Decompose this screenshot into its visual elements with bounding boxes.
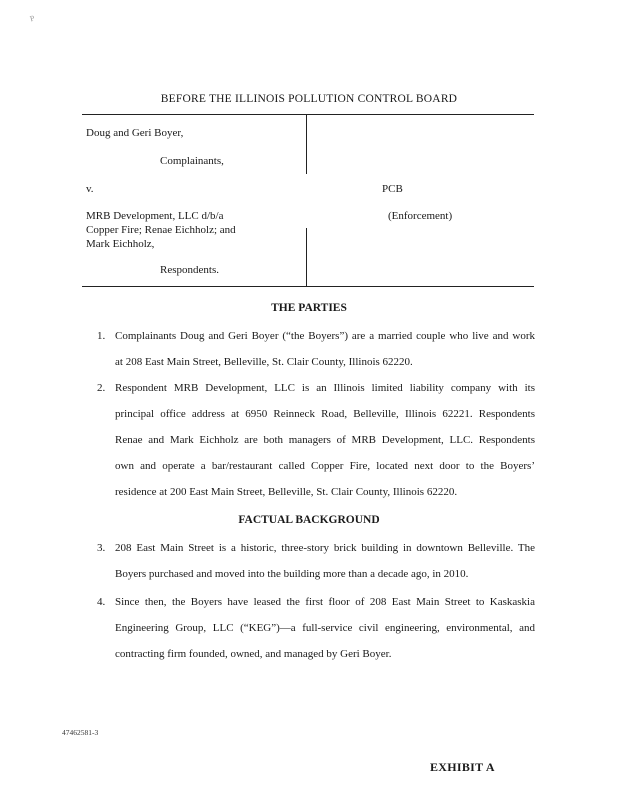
caption-bottom-rule <box>82 286 534 287</box>
versus-label: v. <box>86 183 94 195</box>
paragraph-2 <box>115 382 535 502</box>
paragraph-line: residence at 200 East Main Street, Belleville, St. Clair County, Illinois 62220. <box>115 486 458 498</box>
paragraph-3 <box>115 542 535 582</box>
section-heading-parties: THE PARTIES <box>271 302 347 314</box>
respondents-line: Mark Eichholz, <box>86 238 155 250</box>
case-type: (Enforcement) <box>388 210 453 222</box>
exhibit-label: EXHIBIT A <box>430 760 495 774</box>
paragraph-line: contracting firm founded, owned, and managed by Geri Boyer. <box>115 648 392 660</box>
paragraph-line: Boyers purchased and moved into the building more than a decade ago, in 2010. <box>115 568 469 580</box>
caption-top-rule <box>82 114 534 115</box>
case-number-label: PCB <box>382 183 403 195</box>
scan-corner-mark: P <box>28 13 36 24</box>
paragraph-line: principal office address at 6950 Reinneck Road, Belleville, Illinois 62221. Respondents <box>115 408 535 420</box>
document-id-footer: 47462581-3 <box>62 728 99 737</box>
respondents-names <box>86 209 236 251</box>
paragraph-number: 2. <box>97 382 106 394</box>
respondents-line: Copper Fire; Renae Eichholz; and <box>86 224 236 236</box>
section-heading-background: FACTUAL BACKGROUND <box>238 514 380 526</box>
caption-divider-lower <box>306 228 307 286</box>
complainants-role: Complainants, <box>160 155 224 167</box>
paragraph-line: Renae and Mark Eichholz are both managers of MRB Development, LLC. Respondents <box>115 434 535 446</box>
paragraph-line: Since then, the Boyers have leased the first floor of 208 East Main Street to Kaskaskia <box>115 596 535 608</box>
paragraph-number: 4. <box>97 596 106 608</box>
document-title: BEFORE THE ILLINOIS POLLUTION CONTROL BOARD <box>160 93 458 105</box>
paragraph-line: own and operate a bar/restaurant called Copper Fire, located next door to the Boyers’ <box>115 460 535 472</box>
paragraph-line: 208 East Main Street is a historic, three-story brick building in downtown Belleville. The <box>115 542 535 554</box>
complainants-name: Doug and Geri Boyer, <box>86 127 184 139</box>
paragraph-line: Engineering Group, LLC (“KEG”)—a full-service civil engineering, environmental, and <box>115 622 535 634</box>
respondents-role: Respondents. <box>160 264 219 276</box>
paragraph-number: 3. <box>97 542 106 554</box>
paragraph-line: Complainants Doug and Geri Boyer (“the Boyers”) are a married couple who live and work <box>115 330 535 342</box>
paragraph-line: at 208 East Main Street, Belleville, St. Clair County, Illinois 62220. <box>115 356 413 368</box>
paragraph-line: Respondent MRB Development, LLC is an Illinois limited liability company with its <box>115 382 535 394</box>
caption-divider-upper <box>306 114 307 174</box>
paragraph-number: 1. <box>97 330 106 342</box>
respondents-line: MRB Development, LLC d/b/a <box>86 210 224 222</box>
paragraph-1 <box>115 330 535 370</box>
paragraph-4 <box>115 596 535 666</box>
